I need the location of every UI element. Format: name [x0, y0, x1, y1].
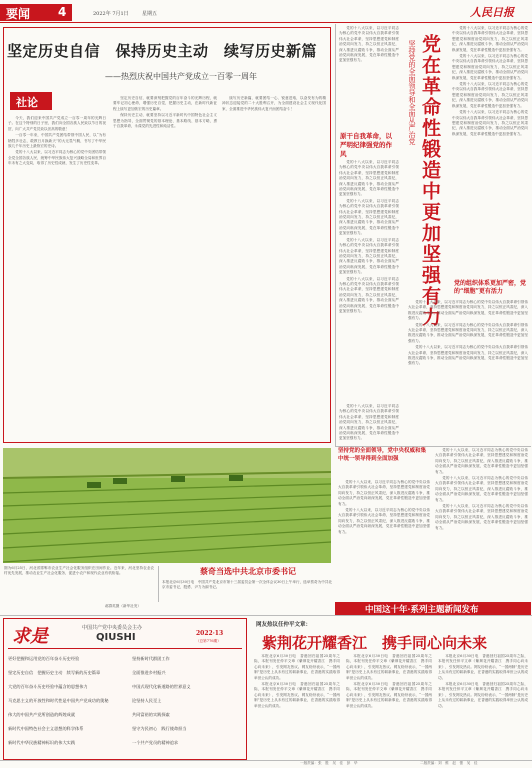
qiushi-item[interactable]: 更好把握和运用党的百年奋斗历史经验 — [8, 656, 80, 661]
qiushi-item[interactable]: 新时代中国特色社会主义思想的科学体系 — [8, 726, 84, 731]
qiushi-issue: 2022·13 — [196, 630, 224, 637]
qiushi-item[interactable]: 坚定历史自信 把握历史主动 续写新的历史篇章 — [8, 670, 101, 675]
qiushi-item[interactable]: 坚守为民初心 践行使命担当 — [132, 726, 187, 731]
qiushi-list-left — [8, 652, 126, 750]
lead-paragraph: 保持历史主动，就要坚持以习近平新时代中国特色社会主义思想为指导，全面贯彻党的基本理论、基本路线、基本方略，勇于自我革命，永葆党的先进性和纯洁性。 — [113, 113, 217, 129]
paper-logo: 人民日报 — [470, 6, 514, 19]
series-banner-label: 中国这十年·系列主题新闻发布 — [365, 605, 479, 615]
side-paragraph: 党的十八大以来，以习近平同志为核心的党中央以伟大自我革命引领伟大社会革命，坚持思想建党和制度治党同向发力，持之以恒正风肃纪，深入推进反腐败斗争，推动全面从严治党向纵深发展，党在革命性锻造中更加坚强有力。 — [338, 508, 430, 534]
side-head-1: 原干自我革命，以严明纪律强党的作风 — [340, 132, 392, 158]
photo-caption: 图为6月25日，河北省邯郸市农业生产社会化服务组织在田间作业。近年来，河北坚持农业农村优先发展，推动农业生产社会化服务，促进小农户和现代农业有机衔接。 — [4, 566, 154, 576]
page-number: 4 — [58, 5, 67, 19]
side-col-f — [338, 480, 430, 600]
lead-paragraph: 坚定历史自信，就要深刻把握党的百年奋斗的光辉历程，就要牢记初心使命，增强历史自觉，把握历史主动，在新时代新征程上续写更加恢宏的历史篇章。 — [113, 96, 217, 111]
lower-title: 紫荆花开耀香江 携手同心向未来 — [262, 634, 488, 652]
lower-paragraph: 本报北京6月30日电 香港回归祖国25周年之际，本报刊发任仲平文章《紫荆花开耀香江 携手同心向未来》，引发网友热议。网友纷纷表示，“一国两制”是历史上从未有过的崭新事业，在香港的实践取得举世公认的成功。 — [254, 682, 340, 708]
side-paragraph: 党的十八大以来，以习近平同志为核心的党中央以伟大自我革命引领伟大社会革命，坚持思想建党和制度治党同向发力，持之以恒正风肃纪，深入推进反腐败斗争，推动全面从严治党向纵深发展，党在革命性锻造中更加坚强有力。 — [339, 198, 399, 236]
editorial-badge-label: 社论 — [16, 96, 38, 109]
lead-col-3 — [222, 96, 326, 434]
qiushi-item[interactable]: 共同富裕的实践探索 — [132, 712, 170, 717]
side-paragraph: 党的十八大以来，以习近平同志为核心的党中央以伟大自我革命引领伟大社会革命，坚持思想建党和制度治党同向发力，持之以恒正风肃纪，深入推进反腐败斗争，推动全面从严治党向纵深发展，党在革命性锻造中更加坚强有力。 — [339, 276, 399, 313]
lower-col-2 — [346, 654, 432, 754]
lead-paragraph: 今天，我们迎来中国共产党成立一百零一周年的光辉日子。在这个特别的日子里，我们向全国各族人民致以节日的祝贺，向广大共产党员致以崇高的敬意！ — [8, 116, 106, 131]
side-paragraph: 党的十八大以来，以习近平同志为核心的党中央以伟大自我革命引领伟大社会革命，坚持思想建党和制度治党同向发力，持之以恒正风肃纪，深入推进反腐败斗争，推动全面从严治党向纵深发展，党在革命性锻造中更加坚强有力。 — [339, 404, 399, 441]
side-paragraph: 党的十八大以来，以习近平同志为核心的党中央以伟大自我革命引领伟大社会革命，坚持思想建党和制度治党同向发力，持之以恒正风肃纪，深入推进反腐败斗争，推动全面从严治党向纵深发展，党在革命性锻造中更加坚强有力。 — [339, 160, 399, 197]
side-sub-head: 党的组织体系更加严密，党的“细胞”更有活力 — [454, 280, 527, 295]
qiushi-item[interactable]: 伟大的中国共产党所创造的辉煌成就 — [8, 712, 76, 717]
side-col-e — [408, 300, 528, 440]
qiushi-item[interactable]: 大党的百年奋斗历史经验中蕴含的思想伟力 — [8, 684, 88, 689]
side-col-a — [339, 26, 399, 128]
vertical-kicker: 坚持党的全面领导和全面从严治党 — [408, 40, 416, 145]
lead-paragraph: 续写历史新篇，就要团结一心、锐意进取，以奋发有为的精神状态迎接党的二十大胜利召开，为全面建设社会主义现代化国家、全面推进中华民族伟大复兴而团结奋斗！ — [222, 96, 326, 111]
photo-credit: 郝群英摄（新华社发） — [105, 604, 141, 608]
footer-left: 一版责编：张 胜 吴 佳 彭 华 — [300, 761, 358, 765]
side-col-g — [435, 448, 528, 600]
side-paragraph: 党的十八大以来，以习近平同志为核心的党中央以伟大自我革命引领伟大社会革命，坚持思想建党和制度治党同向发力，持之以恒正风肃纪，深入推进反腐败斗争，推动全面从严治党向纵深发展，党在革命性锻造中更加坚强有力。 — [452, 110, 528, 136]
side-paragraph: 党的十八大以来，以习近平同志为核心的党中央以伟大自我革命引领伟大社会革命，坚持思想建党和制度治党同向发力，持之以恒正风肃纪，深入推进反腐败斗争，推动全面从严治党向纵深发展，党在革命性锻造中更加坚强有力。 — [338, 480, 430, 506]
side-paragraph: 党的十八大以来，以习近平同志为核心的党中央以伟大自我革命引领伟大社会革命，坚持思想建党和制度治党同向发力，持之以恒正风肃纪，深入推进反腐败斗争，推动全面从严治党向纵深发展，党在革命性锻造中更加坚强有力。 — [408, 345, 528, 366]
qiushi-org: 中国共产党中央委员会主办 — [82, 625, 143, 631]
side-paragraph: 党的十八大以来，以习近平同志为核心的党中央以伟大自我革命引领伟大社会革命，坚持思想建党和制度治党同向发力，持之以恒正风肃纪，深入推进反腐败斗争，推动全面从严治党向纵深发展，党在革命性锻造中更加坚强有力。 — [435, 476, 528, 502]
lead-col-2 — [113, 96, 217, 434]
qiushi-issue-suffix: （总第776期） — [196, 639, 221, 643]
lead-paragraph: 党的十八大以来，以习近平同志为核心的党中央团结带领全党全国各族人民，统筹中华民族伟大复兴战略全局和世界百年未有之大变局，取得了历史性成就、发生了历史性变革。 — [8, 150, 106, 166]
side-paragraph: 党的十八大以来，以习近平同志为核心的党中央以伟大自我革命引领伟大社会革命，坚持思想建党和制度治党同向发力，持之以恒正风肃纪，深入推进反腐败斗争，推动全面从严治党向纵深发展，党在革命性锻造中更加坚强有力。 — [452, 82, 528, 108]
lead-paragraph: 一百零一年来，中国共产党团结带领中国人民，以“为有牺牲多壮志，敢教日月换新天”的大无畏气概，书写了中华民族几千年历史上最恢宏的史诗。 — [8, 133, 106, 149]
lower-paragraph: 本报北京6月30日电 香港回归祖国25周年之际，本报刊发任仲平文章《紫荆花开耀香江 携手同心向未来》，引发网友热议。网友纷纷表示，“一国两制”是历史上从未有过的崭新事业，在香港的实践取得举世公认的成功。 — [254, 654, 340, 680]
lower-paragraph: 本报北京6月30日电 香港回归祖国25周年之际，本报刊发任仲平文章《紫荆花开耀香江 携手同心向未来》，引发网友热议。网友纷纷表示，“一国两制”是历史上从未有过的崭新事业，在香港的实践取得举世公认的成功。 — [438, 682, 528, 708]
side-paragraph: 党的十八大以来，以习近平同志为核心的党中央以伟大自我革命引领伟大社会革命，坚持思想建党和制度治党同向发力，持之以恒正风肃纪，深入推进反腐败斗争，推动全面从严治党向纵深发展，党在革命性锻造中更加坚强有力。 — [339, 26, 399, 63]
lead-col-1 — [8, 116, 106, 432]
lower-col-1 — [254, 654, 340, 754]
side-col-b — [339, 160, 399, 400]
side-paragraph: 党的十八大以来，以习近平同志为核心的党中央以伟大自我革命引领伟大社会革命，坚持思想建党和制度治党同向发力，持之以恒正风肃纪，深入推进反腐败斗争，推动全面从严治党向纵深发展，党在革命性锻造中更加坚强有力。 — [452, 54, 528, 80]
qiushi-item[interactable]: 一个共产党员的精神追求 — [132, 740, 179, 745]
lower-paragraph: 本报北京6月30日电 香港回归祖国25周年之际，本报刊发任仲平文章《紫荆花开耀香江 携手同心向未来》，引发网友热议。网友纷纷表示，“一国两制”是历史上从未有过的崭新事业，在香港的实践取得举世公认的成功。 — [438, 654, 528, 680]
news-headline: 蔡奇当选中共北京市委书记 — [200, 566, 296, 576]
vertical-title: 党在革命性锻造中更加坚强有力 — [419, 34, 441, 328]
side-paragraph: 党的十八大以来，以习近平同志为核心的党中央以伟大自我革命引领伟大社会革命，坚持思想建党和制度治党同向发力，持之以恒正风肃纪，深入推进反腐败斗争，推动全面从严治党向纵深发展，党在革命性锻造中更加坚强有力。 — [408, 300, 528, 321]
qiushi-item[interactable]: 全面推进乡村振兴 — [132, 670, 166, 675]
weekday: 星期五 — [142, 11, 158, 17]
news-body: 本报北京6月30日电 中国共产党北京市第十三届委员会第一次全体会议30日上午举行，选举蔡奇为中共北京市委书记，殷勇、尹力为副书记。 — [162, 580, 332, 590]
lower-header: 网友热议任仲平文章： — [256, 622, 312, 628]
side-paragraph: 党的十八大以来，以习近平同志为核心的党中央以伟大自我革命引领伟大社会革命，坚持思想建党和制度治党同向发力，持之以恒正风肃纪，深入推进反腐败斗争，推动全面从严治党向纵深发展，党在革命性锻造中更加坚强有力。 — [435, 448, 528, 474]
qiushi-item[interactable]: 中国式现代化新道路的世界意义 — [132, 684, 191, 689]
side-col-c — [339, 404, 399, 444]
qiushi-item[interactable]: 马克思主义的开放性和时代性是中国共产党成功的奥秘 — [8, 698, 109, 703]
qiushi-list-right — [132, 652, 242, 750]
lower-paragraph: 本报北京6月30日电 香港回归祖国25周年之际，本报刊发任仲平文章《紫荆花开耀香江 携手同心向未来》，引发网友热议。网友纷纷表示，“一国两制”是历史上从未有过的崭新事业，在香港的实践取得举世公认的成功。 — [346, 682, 432, 708]
side-paragraph: 党的十八大以来，以习近平同志为核心的党中央以伟大自我革命引领伟大社会革命，坚持思想建党和制度治党同向发力，持之以恒正风肃纪，深入推进反腐败斗争，推动全面从严治党向纵深发展，党在革命性锻造中更加坚强有力。 — [452, 26, 528, 52]
side-paragraph: 党的十八大以来，以习近平同志为核心的党中央以伟大自我革命引领伟大社会革命，坚持思想建党和制度治党同向发力，持之以恒正风肃纪，深入推进反腐败斗争，推动全面从严治党向纵深发展，党在革命性锻造中更加坚强有力。 — [339, 237, 399, 275]
qiushi-name: QIUSHI — [96, 632, 136, 643]
lower-paragraph: 本报北京6月30日电 香港回归祖国25周年之际，本报刊发任仲平文章《紫荆花开耀香江 携手同心向未来》，引发网友热议。网友纷纷表示，“一国两制”是历史上从未有过的崭新事业，在香港的实践取得举世公认的成功。 — [346, 654, 432, 680]
footer-right: 二版责编：刘 维 赵 蕾 吴 佳 — [420, 761, 478, 765]
side-paragraph: 党的十八大以来，以习近平同志为核心的党中央以伟大自我革命引领伟大社会革命，坚持思想建党和制度治党同向发力，持之以恒正风肃纪，深入推进反腐败斗争，推动全面从严治党向纵深发展，党在革命性锻造中更加坚强有力。 — [435, 504, 528, 530]
date: 2022年 7月1日 — [93, 11, 129, 17]
side-paragraph: 党的十八大以来，以习近平同志为核心的党中央以伟大自我革命引领伟大社会革命，坚持思想建党和制度治党同向发力，持之以恒正风肃纪，深入推进反腐败斗争，推动全面从严治党向纵深发展，党在革命性锻造中更加坚强有力。 — [408, 322, 528, 343]
section-name: 要闻 — [6, 7, 31, 21]
farm-photo — [3, 448, 331, 563]
qiushi-item[interactable]: 新时代中华民族精神标识的伟大实践 — [8, 740, 76, 745]
qiushi-item[interactable]: 坚持新时代群团工作 — [132, 656, 170, 661]
qiushi-logo: 求是 — [12, 626, 48, 647]
side-mid-head: 坚持党的全面领导，党中央权威和集中统一领导得到全面加强 — [338, 448, 427, 462]
lead-title: 坚定历史自信 保持历史主动 续写历史新篇 — [7, 42, 318, 60]
qiushi-item[interactable]: 论坚持人民至上 — [132, 698, 162, 703]
lower-col-3 — [438, 654, 528, 754]
lead-subtitle: ——热烈庆祝中国共产党成立一百零一周年 — [105, 72, 257, 81]
